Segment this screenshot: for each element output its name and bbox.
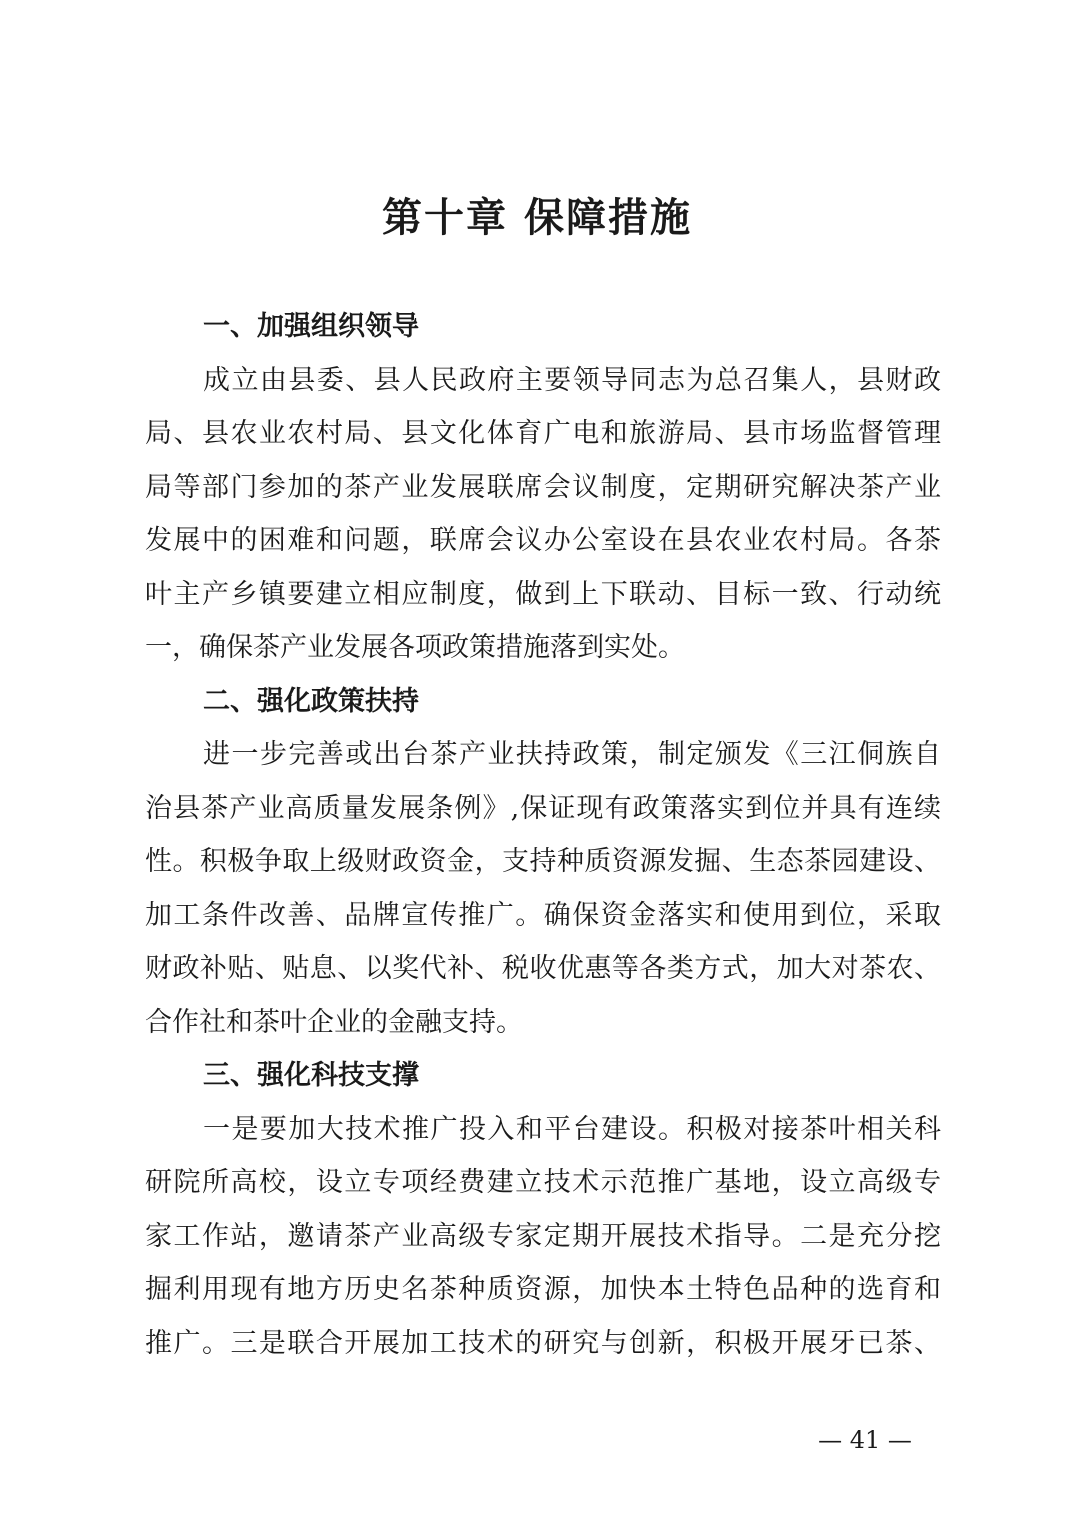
paragraph-line: 掘利用现有地方历史名茶种质资源，加快本土特色品种的选育和: [145, 1274, 941, 1305]
paragraph-line: 局等部门参加的茶产业发展联席会议制度，定期研究解决茶产业: [145, 471, 941, 503]
body-content: [145, 300, 941, 1370]
paragraph-line: 性。积极争取上级财政资金，支持种质资源发掘、生态茶园建设、: [145, 846, 941, 877]
section-heading-technology: 三、强化科技支撑: [203, 1060, 419, 1091]
section-paragraph-organization: [145, 354, 941, 675]
chapter-title: 第十章 保障措施: [382, 194, 692, 241]
page-number: — 41 —: [818, 1426, 912, 1454]
paragraph-line: 一是要加大技术推广投入和平台建设。积极对接茶叶相关科: [203, 1113, 941, 1145]
paragraph-line: 发展中的困难和问题，联席会议办公室设在县农业农村局。各茶: [145, 525, 941, 556]
paragraph-line: 一，确保茶产业发展各项政策措施落到实处。: [145, 632, 685, 663]
paragraph-line: 局、县农业农村局、县文化体育广电和旅游局、县市场监督管理: [145, 418, 941, 449]
paragraph-line: 合作社和茶叶企业的金融支持。: [145, 1006, 523, 1038]
paragraph-line: 家工作站，邀请茶产业高级专家定期开展技术指导。二是充分挖: [145, 1220, 941, 1252]
paragraph-line: 财政补贴、贴息、以奖代补、税收优惠等各类方式，加大对茶农、: [145, 953, 941, 984]
paragraph-line: 叶主产乡镇要建立相应制度，做到上下联动、目标一致、行动统: [145, 578, 941, 610]
paragraph-line: 成立由县委、县人民政府主要领导同志为总召集人，县财政: [203, 364, 941, 396]
paragraph-line: 进一步完善或出台茶产业扶持政策，制定颁发《三江侗族自: [203, 739, 941, 770]
paragraph-line: 研院所高校，设立专项经费建立技术示范推广基地，设立高级专: [145, 1167, 941, 1198]
section-heading-policy: 二、强化政策扶持: [203, 685, 419, 717]
section-paragraph-technology: [145, 1103, 941, 1371]
section-heading-organization: 一、加强组织领导: [203, 311, 419, 342]
paragraph-line: 推广。三是联合开展加工技术的研究与创新，积极开展牙已茶、: [145, 1327, 941, 1359]
section-paragraph-policy: [145, 728, 941, 1049]
paragraph-line: 治县茶产业高质量发展条例》,保证现有政策落实到位并具有连续: [145, 792, 941, 824]
paragraph-line: 加工条件改善、品牌宣传推广。确保资金落实和使用到位，采取: [145, 899, 941, 931]
